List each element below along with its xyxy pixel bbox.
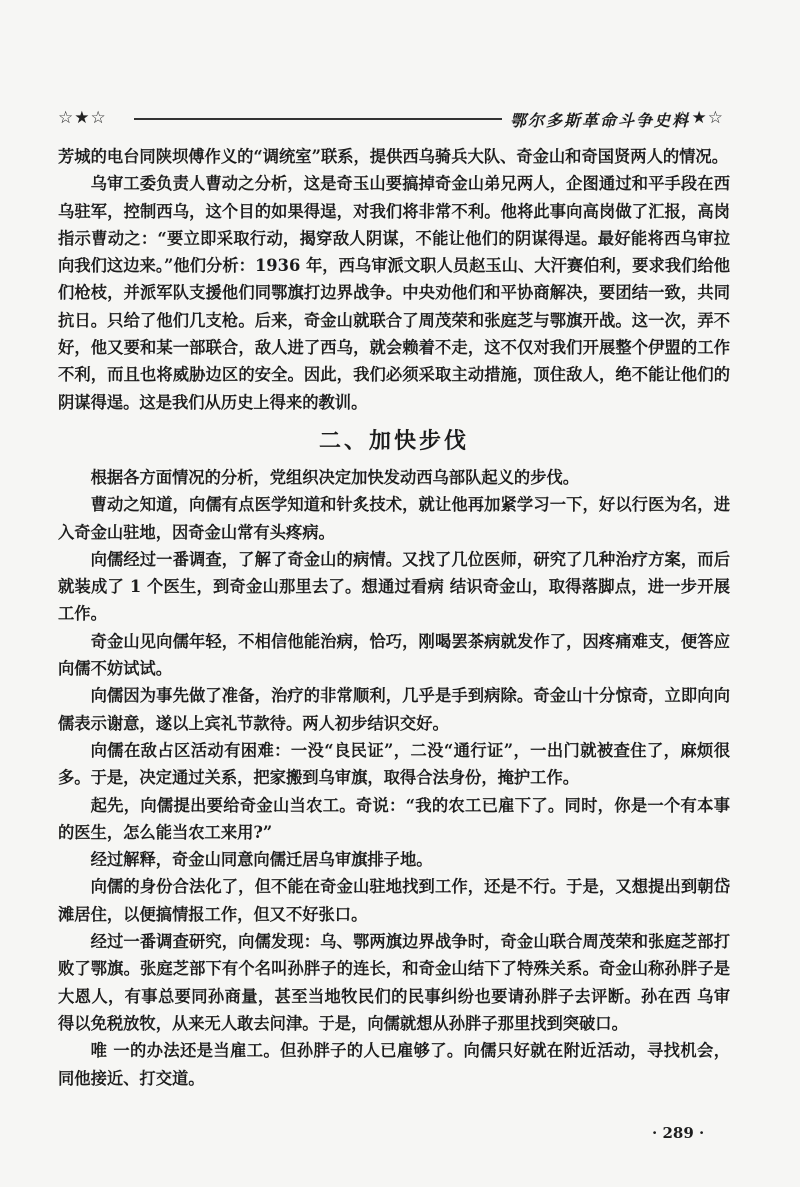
running-header bbox=[58, 104, 724, 134]
header-title: 鄂尔多斯革命斗争史料 bbox=[510, 111, 691, 130]
paragraph: 起先，向儒提出要给奇金山当农工。奇说：“我的农工已雇下了。同时，你是一个有本事的医生，怎么能当农工来用?” bbox=[58, 795, 730, 842]
header-rule bbox=[134, 118, 502, 120]
paragraph: 曹动之知道，向儒有点医学知道和针炙技术，就让他再加紧学习一下，好以行医为名，进入奇金山驻地，因奇金山常有头疼病。 bbox=[58, 495, 730, 542]
paragraph: 芳城的电台同陕坝傅作义的“调统室”联系，提供西乌骑兵大队、奇金山和奇国贤两人的情况。 bbox=[58, 147, 728, 166]
body-text bbox=[58, 143, 730, 1092]
header-stars-left: ☆★☆ bbox=[58, 108, 107, 128]
page-number: · 289 · bbox=[652, 1124, 705, 1142]
paragraph: 根据各方面情况的分析，党组织决定加快发动西乌部队起义的步伐。 bbox=[90, 467, 580, 487]
paragraph: 经过一番调查研究，向儒发现：乌、鄂两旗边界战争时，奇金山联合周茂荣和张庭芝部打败了鄂旗。张庭芝部下有个名叫孙胖子的连长，和奇金山结下了特殊关系。奇金山称孙胖子是大恩人，有事总要同孙商量，甚至当地牧民们的民事纠纷也要请孙胖子去评断。孙在西 乌审得以免税放牧，从来无人敢去问津。于是，向儒就想从孙胖子那里找到突破口。 bbox=[58, 932, 730, 1033]
paragraph: 向儒因为事先做了准备，治疗的非常顺利，几乎是手到病除。奇金山十分惊奇，立即向向儒表示谢意，遂以上宾礼节款待。两人初步结识交好。 bbox=[58, 686, 730, 733]
paragraph: 唯 一的办法还是当雇工。但孙胖子的人已雇够了。向儒只好就在附近活动，寻找机会，同他接近、打交道。 bbox=[58, 1041, 730, 1088]
paragraph: 经过解释，奇金山同意向儒迁居乌审旗排子地。 bbox=[90, 850, 433, 870]
paragraph: 向儒的身份合法化了，但不能在奇金山驻地找到工作，还是不行。于是，又想提出到朝岱滩居住，以便搞情报工作，但又不好张口。 bbox=[58, 877, 730, 924]
section-title: 二、加快步伐 bbox=[318, 427, 469, 454]
paragraph: 向儒在敌占区活动有困难：一没“良民证”，二没“通行证”，一出门就被查住了，麻烦很多。于是，决定通过关系，把家搬到乌审旗，取得合法身份，掩护工作。 bbox=[58, 740, 730, 788]
paragraph: 乌审工委负责人曹动之分析，这是奇玉山要搞掉奇金山弟兄两人，企图通过和平手段在西乌驻军，控制西乌，这个目的如果得逞，对我们将非常不利。他将此事向高岗做了汇报，高岗指示曹动之：“要立即采取行动，揭穿敌人阴谋，不能让他们的阴谋得逞。最好能将西乌审拉向我们这边来。”他们分析：1936 年，西乌审派文职人员赵玉山、大汗赛伯利，要求我们给他们枪枝，并派军队支援他们同鄂旗打边界战争。中央劝他们和平协商解决，要团结一致，共同抗日。只给了他们几支枪。后来，奇金山就联合了周茂荣和张庭芝与鄂旗开战。这一次，弄不好，他又要和某一部联合，敌人进了西乌，就会赖着不走，这不仅对我们开展整个伊盟的工作不利，而且也将威胁边区的安全。因此，我们必须采取主动措施，顶住敌人，绝不能让他们的阴谋得逞。这是我们从历史上得来的教训。 bbox=[58, 174, 730, 412]
header-stars-right: ☆★☆ bbox=[675, 108, 724, 128]
paragraph: 向儒经过一番调查，了解了奇金山的病情。又找了几位医师，研究了几种治疗方案，而后就装成了 1 个医生，到奇金山那里去了。想通过看病 结识奇金山，取得落脚点，进一步开展工作。 bbox=[58, 549, 730, 624]
paragraph: 奇金山见向儒年轻，不相信他能治病，恰巧，刚喝罢茶病就发作了，因疼痛难支，便答应向儒不妨试试。 bbox=[58, 631, 730, 679]
